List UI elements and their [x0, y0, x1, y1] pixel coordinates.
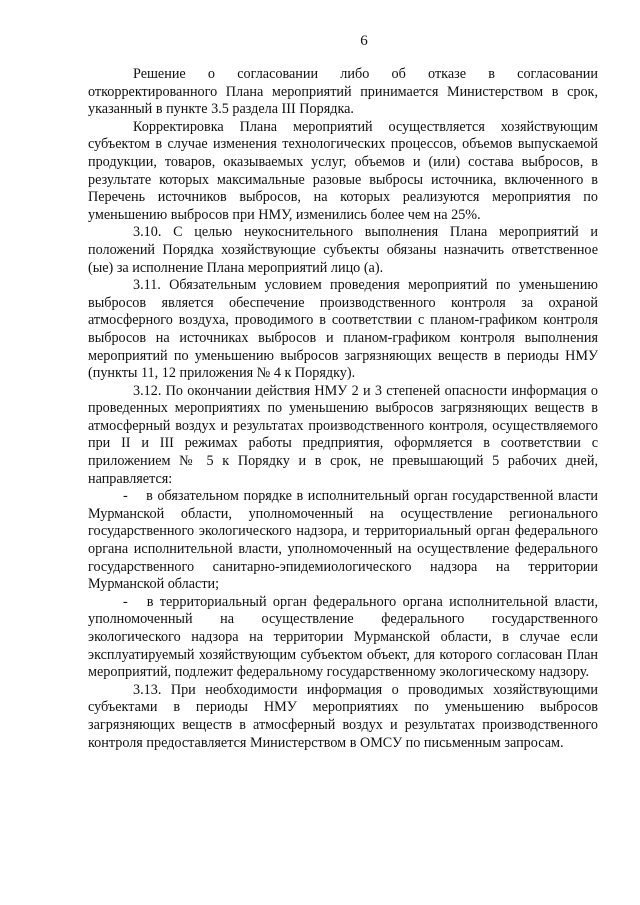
paragraph-3-12: 3.12. По окончании действия НМУ 2 и 3 степеней опасности информация о проведенных мероприятиях по уменьшению выбросов загрязняющих веществ в атмосферный воздух и результатах производственного контроля, осуществляемого при II и III режимах работы предприятия, оформляется в соответствии с приложением № 5 к Порядку и в срок, не превышающий 5 рабочих дней, направляется: [88, 382, 598, 487]
paragraph-correction: Корректировка Плана мероприятий осуществляется хозяйствующим субъектом в случае изменения технологических процессов, объемов выпускаемой продукции, товаров, оказываемых услуг, объемов и (или) состава выбросов, в результате которых максимальные разовые выбросы источника, включенного в Перечень источников выбросов, на которых реализуются мероприятия по уменьшению выбросов при НМУ, изменились более чем на 25%. [88, 118, 598, 223]
list-item-mandatory: - в обязательном порядке в исполнительный орган государственной власти Мурманской области, уполномоченный на осуществление регионального государственного экологического надзора, и территориальный орган федерального органа исполнительной власти, уполномоченный на осуществление федерального государственного санитарно-эпидемиологического надзора на территории Мурманской области; [88, 488, 598, 593]
page-number: 6 [360, 33, 368, 49]
paragraph-decision: Решение о согласовании либо об отказе в согласовании откорректированного Плана мероприятий принимается Министерством в срок, указанный в пункте 3.5 раздела III Порядка. [88, 66, 598, 118]
list-item-territorial: - в территориальный орган федерального органа исполнительной власти, уполномоченный на осуществление федерального государственного экологического надзора на территории Мурманской области, в случае если эксплуатируемый хозяйствующим субъектом объект, для которого согласован План мероприятий, подлежит федеральному государственному экологическому надзору. [88, 593, 598, 681]
paragraph-3-13: 3.13. При необходимости информация о проводимых хозяйствующими субъектами в периоды НМУ мероприятиях по уменьшению выбросов загрязняющих веществ в атмосферный воздух и результатах производственного контроля предоставляется Министерством в ОМСУ по письменным запросам. [88, 681, 598, 751]
paragraph-3-11: 3.11. Обязательным условием проведения мероприятий по уменьшению выбросов является обеспечение производственного контроля за охраной атмосферного воздуха, проводимого в соответствии с планом-графиком контроля выбросов на источниках выбросов и планом-графиком контроля выполнения мероприятий по уменьшению выбросов загрязняющих веществ в периоды НМУ (пункты 11, 12 приложения № 4 к Порядку). [88, 277, 598, 382]
document-body [88, 66, 598, 752]
paragraph-3-10: 3.10. С целью неукоснительного выполнения Плана мероприятий и положений Порядка хозяйствующие субъекты обязаны назначить ответственное (ые) за исполнение Плана мероприятий лицо (а). [88, 224, 598, 276]
